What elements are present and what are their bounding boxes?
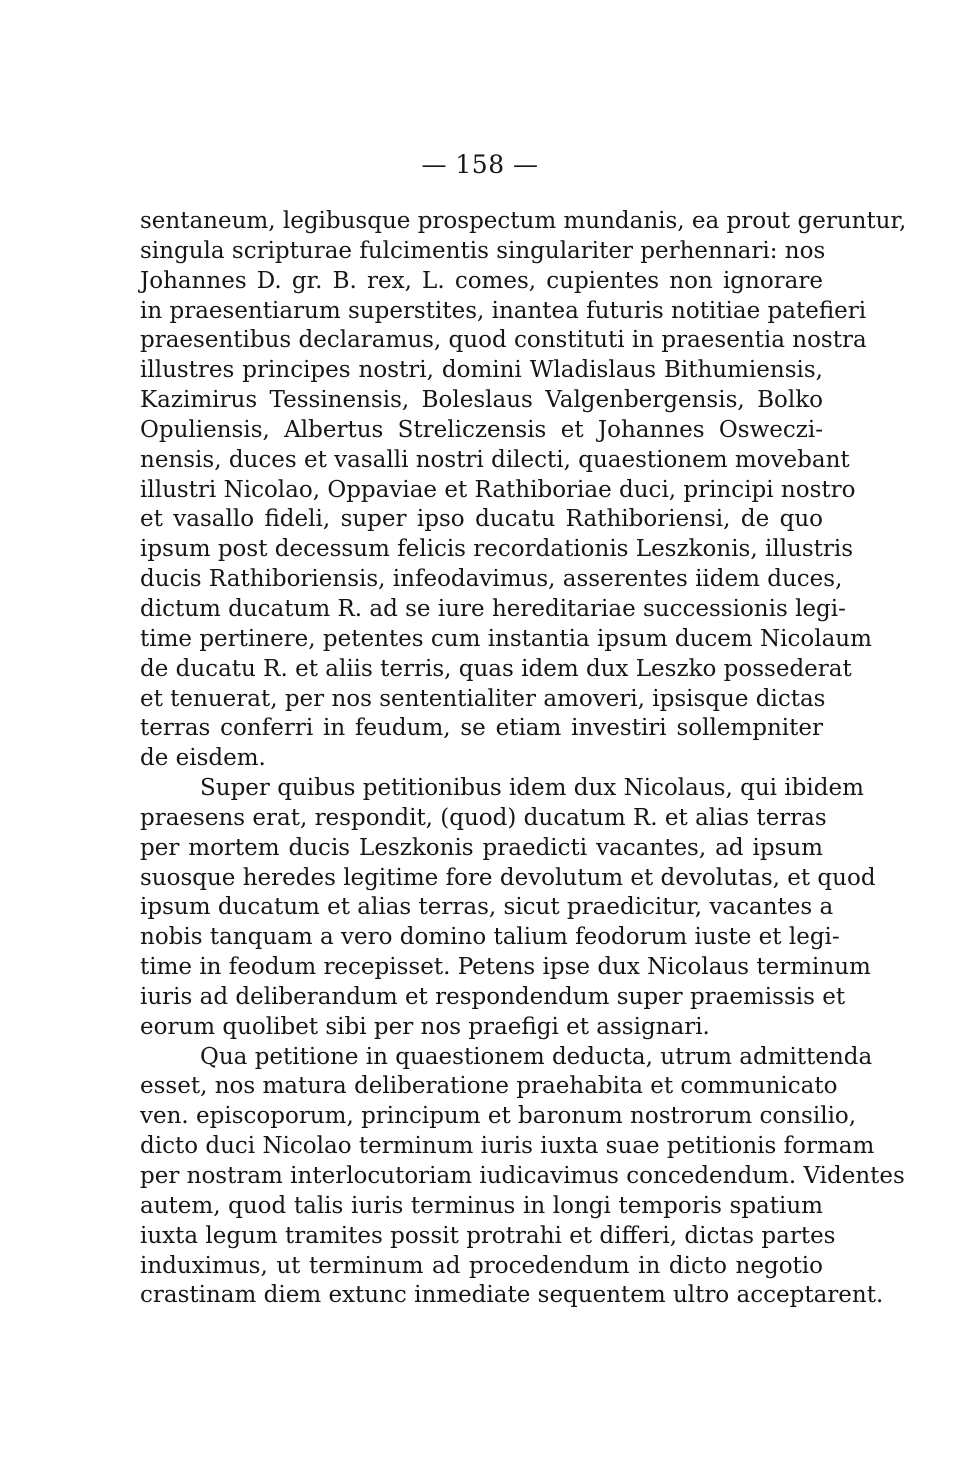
text-line: Opuliensis, Albertus Streliczensis et Johannes Osweczi- [140, 416, 823, 443]
text-line: iuxta legum tramites possit protrahi et differi, dictas partes [140, 1222, 836, 1249]
text-line: et vasallo fideli, super ipso ducatu Rathiboriensi, de quo [140, 506, 823, 533]
text-line: et tenuerat, per nos sententialiter amoveri, ipsisque dictas [140, 685, 826, 712]
text-line: time pertinere, petentes cum instantia ipsum ducem Nicolaum [140, 625, 872, 652]
text-line: ducis Rathiboriensis, infeodavimus, asserentes iidem duces, [140, 566, 843, 593]
text-line: de ducatu R. et aliis terris, quas idem dux Leszko possederat [140, 655, 852, 682]
text-line: illustres principes nostri, domini Wladislaus Bithumiensis, [140, 357, 823, 384]
text-line: Kazimirus Tessinensis, Boleslaus Valgenbergensis, Bolko [140, 387, 823, 414]
text-line: illustri Nicolao, Oppaviae et Rathiboriae duci, principi nostro [140, 476, 856, 503]
text-line: crastinam diem extunc inmediate sequentem ultro acceptarent. [140, 1282, 884, 1309]
text-line: autem, quod talis iuris terminus in longi temporis spatium [140, 1192, 823, 1219]
text-line: nensis, duces et vasalli nostri dilecti, quaestionem movebant [140, 446, 850, 473]
text-line: ipsum post decessum felicis recordationis Leszkonis, illustris [140, 536, 854, 563]
text-line: sentaneum, legibusque prospectum mundanis, ea prout geruntur, [140, 208, 907, 234]
text-line: Johannes D. gr. B. rex, L. comes, cupientes non ignorare [140, 267, 823, 294]
text-line: de eisdem. [140, 745, 266, 772]
text-line: singula scripturae fulcimentis singulariter perhennari: nos [140, 237, 826, 264]
text-line: eorum quolibet sibi per nos praefigi et assignari. [140, 1013, 710, 1040]
text-line: praesens erat, respondit, (quod) ducatum R. et alias terras [140, 804, 827, 831]
text-line: in praesentiarum superstites, inantea futuris notitiae patefieri [140, 297, 867, 324]
text-line: ipsum ducatum et alias terras, sicut praedicitur, vacantes a [140, 894, 834, 921]
text-line: per mortem ducis Leszkonis praedicti vacantes, ad ipsum [140, 834, 823, 861]
text-line: esset, nos matura deliberatione praehabita et communicato [140, 1073, 838, 1100]
text-line: time in feodum recepisset. Petens ipse dux Nicolaus terminum [140, 954, 871, 981]
text-line: dicto duci Nicolao terminum iuris iuxta suae petitionis formam [140, 1133, 875, 1160]
body-text [140, 207, 907, 1311]
text-line: iuris ad deliberandum et respondendum super praemissis et [140, 983, 846, 1010]
page-number: — 158 — [421, 150, 539, 179]
text-line: ven. episcoporum, principum et baronum nostrorum consilio, [140, 1103, 857, 1130]
text-line: Qua petitione in quaestionem deducta, utrum admittenda [200, 1043, 873, 1070]
text-line: praesentibus declaramus, quod constituti in praesentia nostra [140, 327, 867, 354]
text-line: Super quibus petitionibus idem dux Nicolaus, qui ibidem [200, 775, 864, 802]
text-line: suosque heredes legitime fore devolutum et devolutas, et quod [140, 864, 876, 891]
text-line: terras conferri in feudum, se etiam investiri sollempniter [140, 715, 823, 742]
text-line: induximus, ut terminum ad procedendum in dicto negotio [140, 1252, 823, 1279]
text-line: per nostram interlocutoriam iudicavimus concedendum. Videntes [140, 1163, 905, 1189]
text-line: dictum ducatum R. ad se iure hereditariae successionis legi- [140, 595, 846, 622]
text-line: nobis tanquam a vero domino talium feodorum iuste et legi- [140, 924, 840, 951]
